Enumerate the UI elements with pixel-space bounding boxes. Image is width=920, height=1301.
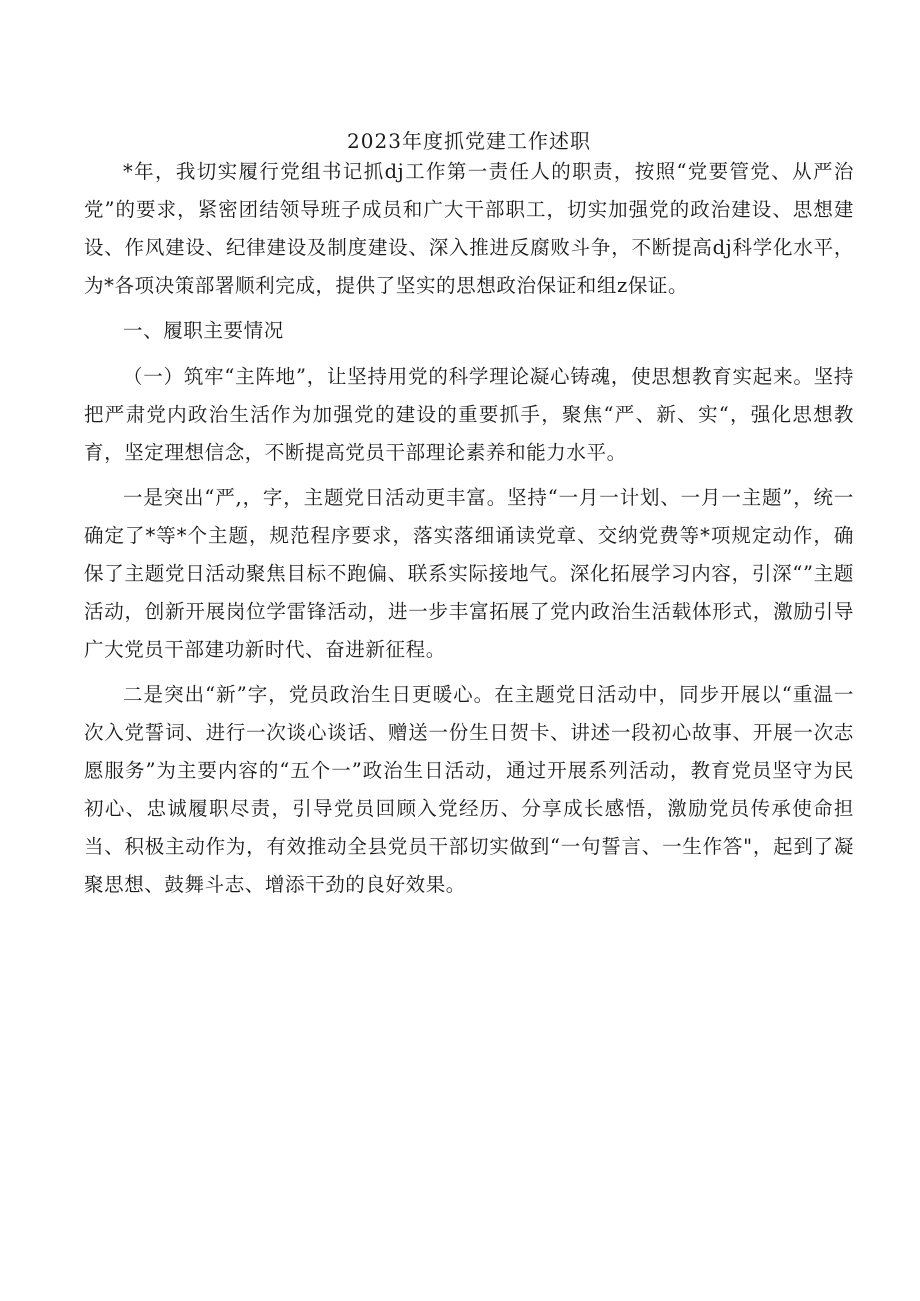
document-body	[84, 153, 854, 911]
intro-paragraph: *年，我切实履行党组书记抓dj工作第一责任人的职责，按照“党要管党、从严治党”的要求，紧密团结领导班子成员和广大干部职工，切实加强党的政治建设、思想建设、作风建设、纪律建设及制度建设、深入推进反腐败斗争，不断提高dj科学化水平，为*各项决策部署顺利完成，提供了坚实的思想政治保证和组z保证。	[84, 160, 854, 297]
document-title: 2023年度抓党建工作述职	[347, 129, 591, 153]
point-two-paragraph: 二是突出“新”字，党员政治生日更暖心。在主题党日活动中，同步开展以“重温一次入党誓词、进行一次谈心谈话、赠送一份生日贺卡、讲述一段初心故事、开展一次志愿服务”为主要内容的“五个一”政治生日活动，通过开展系列活动，教育党员坚守为民初心、忠诚履职尽责，引导党员回顾入党经历、分享成长感悟，激励党员传承使命担当、积极主动作为，有效推动全县党员干部切实做到“一句誓言、一生作答"，起到了凝聚思想、鼓舞斗志、增添干劲的良好效果。	[84, 683, 854, 896]
point-one-paragraph: 一是突出“严,，字，主题党日活动更丰富。坚持“一月一计划、一月一主题”，统一确定了*等*个主题，规范程序要求，落实落细诵读党章、交纳党费等*项规定动作，确保了主题党日活动聚焦目标不跑偏、联系实际接地气。深化拓展学习内容，引深“”主题活动，创新开展岗位学雷锋活动，进一步丰富拓展了党内政治生活载体形式，激励引导广大党员干部建功新时代、奋进新征程。	[84, 486, 854, 661]
section-heading: 一、履职主要情况	[123, 319, 284, 342]
subsection-paragraph: （一）筑牢“主阵地”，让坚持用党的科学理论凝心铸魂，使思想教育实起来。坚持把严肃党内政治生活作为加强党的建设的重要抓手，聚焦“严、新、实“，强化思想教育，坚定理想信念，不断提高党员干部理论素养和能力水平。	[84, 365, 854, 464]
